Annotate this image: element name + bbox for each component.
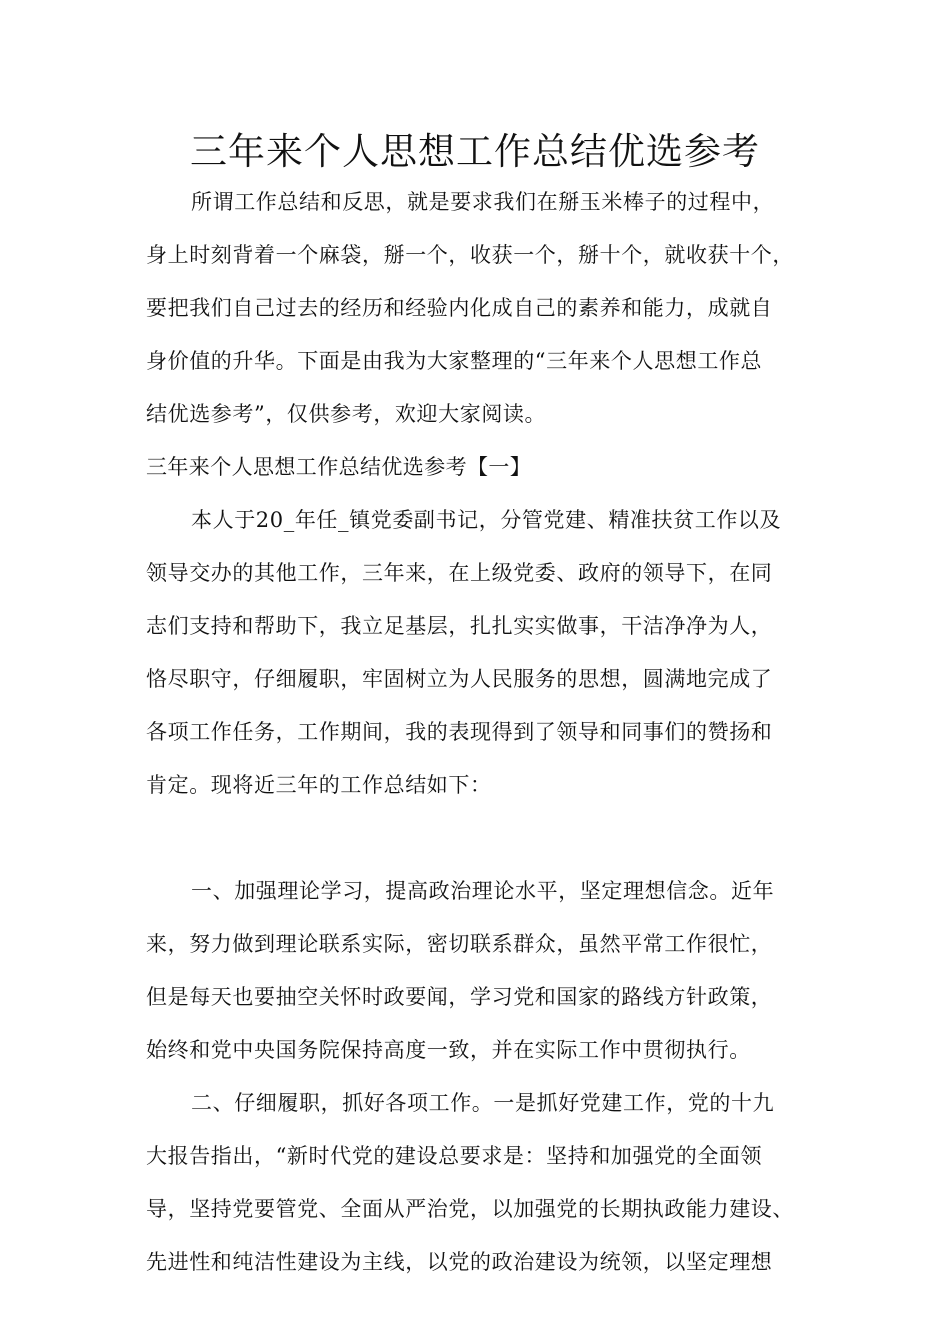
paragraph-line: 但是每天也要抽空关怀时政要闻，学习党和国家的路线方针政策， [146, 985, 773, 1009]
paragraph-line: 领导交办的其他工作，三年来，在上级党委、政府的领导下，在同 [146, 561, 773, 585]
paragraph-line: 一、加强理论学习，提高政治理论水平，坚定理想信念。近年 [191, 879, 775, 903]
paragraph-spacer [146, 812, 822, 865]
paragraph-line: 本人于20_年任_镇党委副书记，分管党建、精准扶贫工作以及 [191, 508, 782, 532]
paragraph-3 [146, 1077, 822, 1289]
paragraph-line: 二、仔细履职，抓好各项工作。一是抓好党建工作，党的十九 [191, 1091, 775, 1115]
intro-line: 要把我们自己过去的经历和经验内化成自己的素养和能力，成就自 [146, 296, 773, 320]
paragraph-line: 各项工作任务，工作期间，我的表现得到了领导和同事们的赞扬和 [146, 720, 773, 744]
paragraph-line: 始终和党中央国务院保持高度一致，并在实际工作中贯彻执行。 [146, 1038, 751, 1062]
document-title: 三年来个人思想工作总结优选参考 [190, 130, 760, 173]
paragraph-1 [146, 494, 822, 812]
paragraph-2 [146, 865, 822, 1077]
intro-paragraph [146, 176, 822, 441]
intro-line: 所谓工作总结和反思，就是要求我们在掰玉米棒子的过程中， [191, 190, 775, 214]
intro-line: 身价值的升华。下面是由我为大家整理的“三年来个人思想工作总 [146, 349, 763, 373]
paragraph-line: 来，努力做到理论联系实际，密切联系群众，虽然平常工作很忙， [146, 932, 773, 956]
document-body [146, 176, 822, 1289]
intro-line: 结优选参考”，仅供参考，欢迎大家阅读。 [146, 402, 547, 426]
paragraph-line: 大报告指出，“新时代党的建设总要求是：坚持和加强党的全面领 [146, 1144, 763, 1168]
paragraph-line: 导，坚持党要管党、全面从严治党，以加强党的长期执政能力建设、 [146, 1197, 794, 1221]
paragraph-line: 志们支持和帮助下，我立足基层，扎扎实实做事，干洁净净为人， [146, 614, 773, 638]
paragraph-line: 恪尽职守，仔细履职，牢固树立为人民服务的思想，圆满地完成了 [146, 667, 773, 691]
intro-line: 身上时刻背着一个麻袋，掰一个，收获一个，掰十个，就收获十个， [146, 243, 794, 267]
section-heading: 三年来个人思想工作总结优选参考【一】 [146, 455, 532, 479]
paragraph-line: 先进性和纯洁性建设为主线，以党的政治建设为统领，以坚定理想 [146, 1250, 773, 1274]
paragraph-line: 肯定。现将近三年的工作总结如下： [146, 773, 492, 797]
